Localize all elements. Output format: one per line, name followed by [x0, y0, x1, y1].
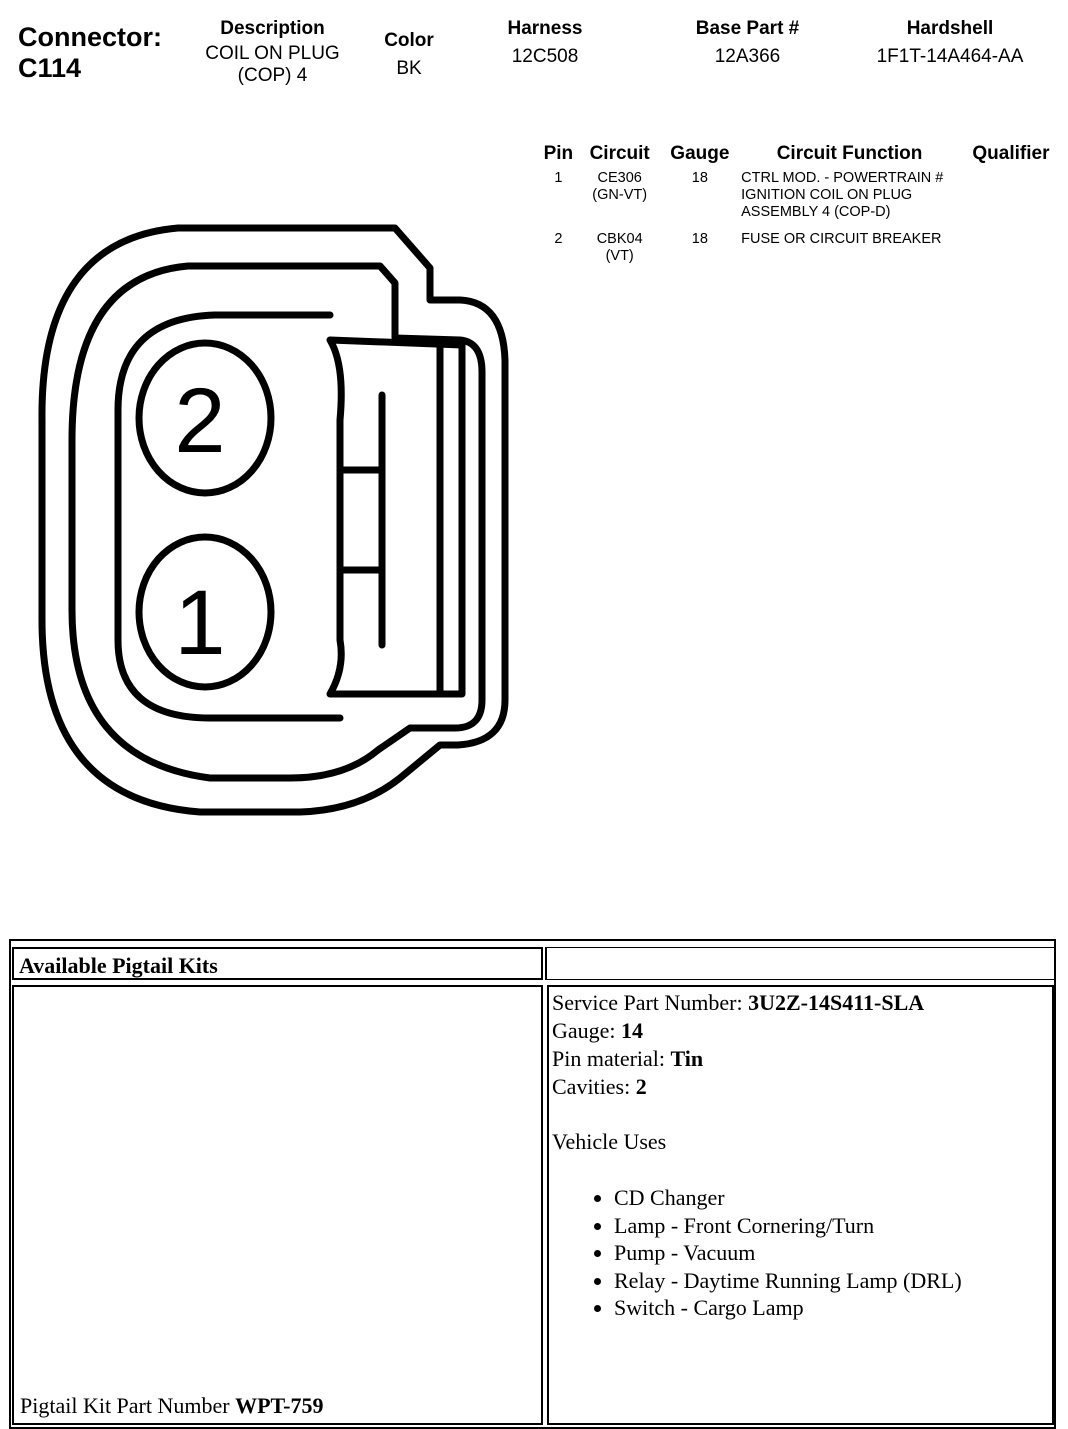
- harness-value: 12C508: [511, 46, 579, 67]
- gauge-label: Gauge:: [552, 1018, 616, 1043]
- hardshell-column: [860, 18, 1040, 68]
- circuit-color: (VT): [605, 248, 634, 264]
- qualifier-cell: [962, 231, 1060, 275]
- connector-face-diagram: [20, 220, 520, 820]
- pin-column-header: Pin: [543, 143, 574, 164]
- list-item: • Pump - Vacuum: [614, 1239, 1052, 1267]
- pigtail-details-cell: [547, 985, 1054, 1425]
- service-part-value: 3U2Z-14S411-SLA: [748, 990, 925, 1015]
- pin-number: 2: [554, 231, 563, 247]
- cavity-label-2: 2: [174, 370, 226, 472]
- list-item: • Switch - Cargo Lamp: [614, 1294, 1052, 1322]
- base-part-value: 12A366: [714, 46, 781, 67]
- qualifier-cell: [962, 170, 1060, 231]
- pigtail-heading-empty-cell: [545, 947, 1055, 980]
- circuit-cell: [577, 170, 663, 231]
- base-part-heading: Base Part #: [695, 18, 800, 39]
- color-heading: Color: [384, 30, 434, 51]
- pigtail-kit-part-number: [20, 1393, 324, 1419]
- circuit-function-line: FUSE OR CIRCUIT BREAKER: [741, 231, 942, 247]
- table-row: [540, 170, 1060, 231]
- hardshell-value: 1F1T-14A464-AA: [876, 46, 1024, 67]
- connector-title: [18, 22, 162, 84]
- description-heading: Description: [220, 18, 325, 39]
- kit-part-value: WPT-759: [235, 1393, 324, 1418]
- harness-heading: Harness: [507, 18, 583, 39]
- circuit-id: CE306: [597, 170, 642, 186]
- cavities-value: 2: [635, 1074, 647, 1099]
- connector-header: [0, 0, 1068, 110]
- base-part-column: [675, 18, 820, 68]
- pigtail-image-cell: [12, 985, 543, 1425]
- circuit-function-line: CTRL MOD. - POWERTRAIN #: [741, 170, 944, 186]
- vehicle-uses-title: Vehicle Uses: [552, 1129, 667, 1154]
- harness-column: [485, 18, 605, 68]
- pin-material: [552, 1045, 1052, 1073]
- hardshell-heading: Hardshell: [906, 18, 994, 39]
- circuit-function-cell: [737, 231, 962, 275]
- vehicle-uses-list: [552, 1184, 1052, 1322]
- description-column: [190, 18, 355, 87]
- circuit-id: CBK04: [596, 231, 643, 247]
- description-line1: COIL ON PLUG: [205, 43, 340, 64]
- gauge-cell: 18: [691, 231, 708, 247]
- cavities-label: Cavities:: [552, 1074, 631, 1099]
- service-part-number: [552, 989, 1052, 1017]
- gauge-cell: 18: [691, 170, 708, 186]
- pigtail-gauge: [552, 1017, 1052, 1045]
- color-value: BK: [396, 58, 422, 79]
- cavity-label-1: 1: [174, 572, 226, 674]
- pin-material-value: Tin: [670, 1046, 704, 1071]
- connector-id: C114: [18, 53, 82, 83]
- list-item: • CD Changer: [614, 1184, 1052, 1212]
- circuit-function-line: IGNITION COIL ON PLUG: [741, 187, 913, 203]
- list-item: • Relay - Daytime Running Lamp (DRL): [614, 1267, 1052, 1295]
- circuit-cell: [577, 231, 663, 275]
- gauge-column-header: Gauge: [670, 143, 730, 164]
- circuit-function-column-header: Circuit Function: [776, 143, 923, 164]
- description-line2: (COP) 4: [237, 65, 308, 86]
- kit-part-label: Pigtail Kit Part Number: [20, 1393, 230, 1418]
- connector-label: Connector:: [18, 22, 162, 52]
- gauge-value: 14: [621, 1018, 644, 1043]
- circuit-column-header: Circuit: [589, 143, 650, 164]
- pin-number: 1: [554, 170, 563, 186]
- circuit-color: (GN-VT): [592, 187, 648, 203]
- pin-table: [540, 143, 1060, 275]
- qualifier-column-header: Qualifier: [972, 143, 1050, 164]
- color-column: [370, 30, 448, 80]
- circuit-function-cell: [737, 170, 962, 231]
- pin-material-label: Pin material:: [552, 1046, 666, 1071]
- circuit-function-line: ASSEMBLY 4 (COP-D): [741, 204, 891, 220]
- service-part-label: Service Part Number:: [552, 990, 743, 1015]
- cavities: [552, 1073, 1052, 1101]
- list-item: • Lamp - Front Cornering/Turn: [614, 1212, 1052, 1240]
- table-row: [540, 231, 1060, 275]
- pin-table-header: [540, 143, 1060, 170]
- pigtail-kits-heading: Available Pigtail Kits: [12, 947, 543, 980]
